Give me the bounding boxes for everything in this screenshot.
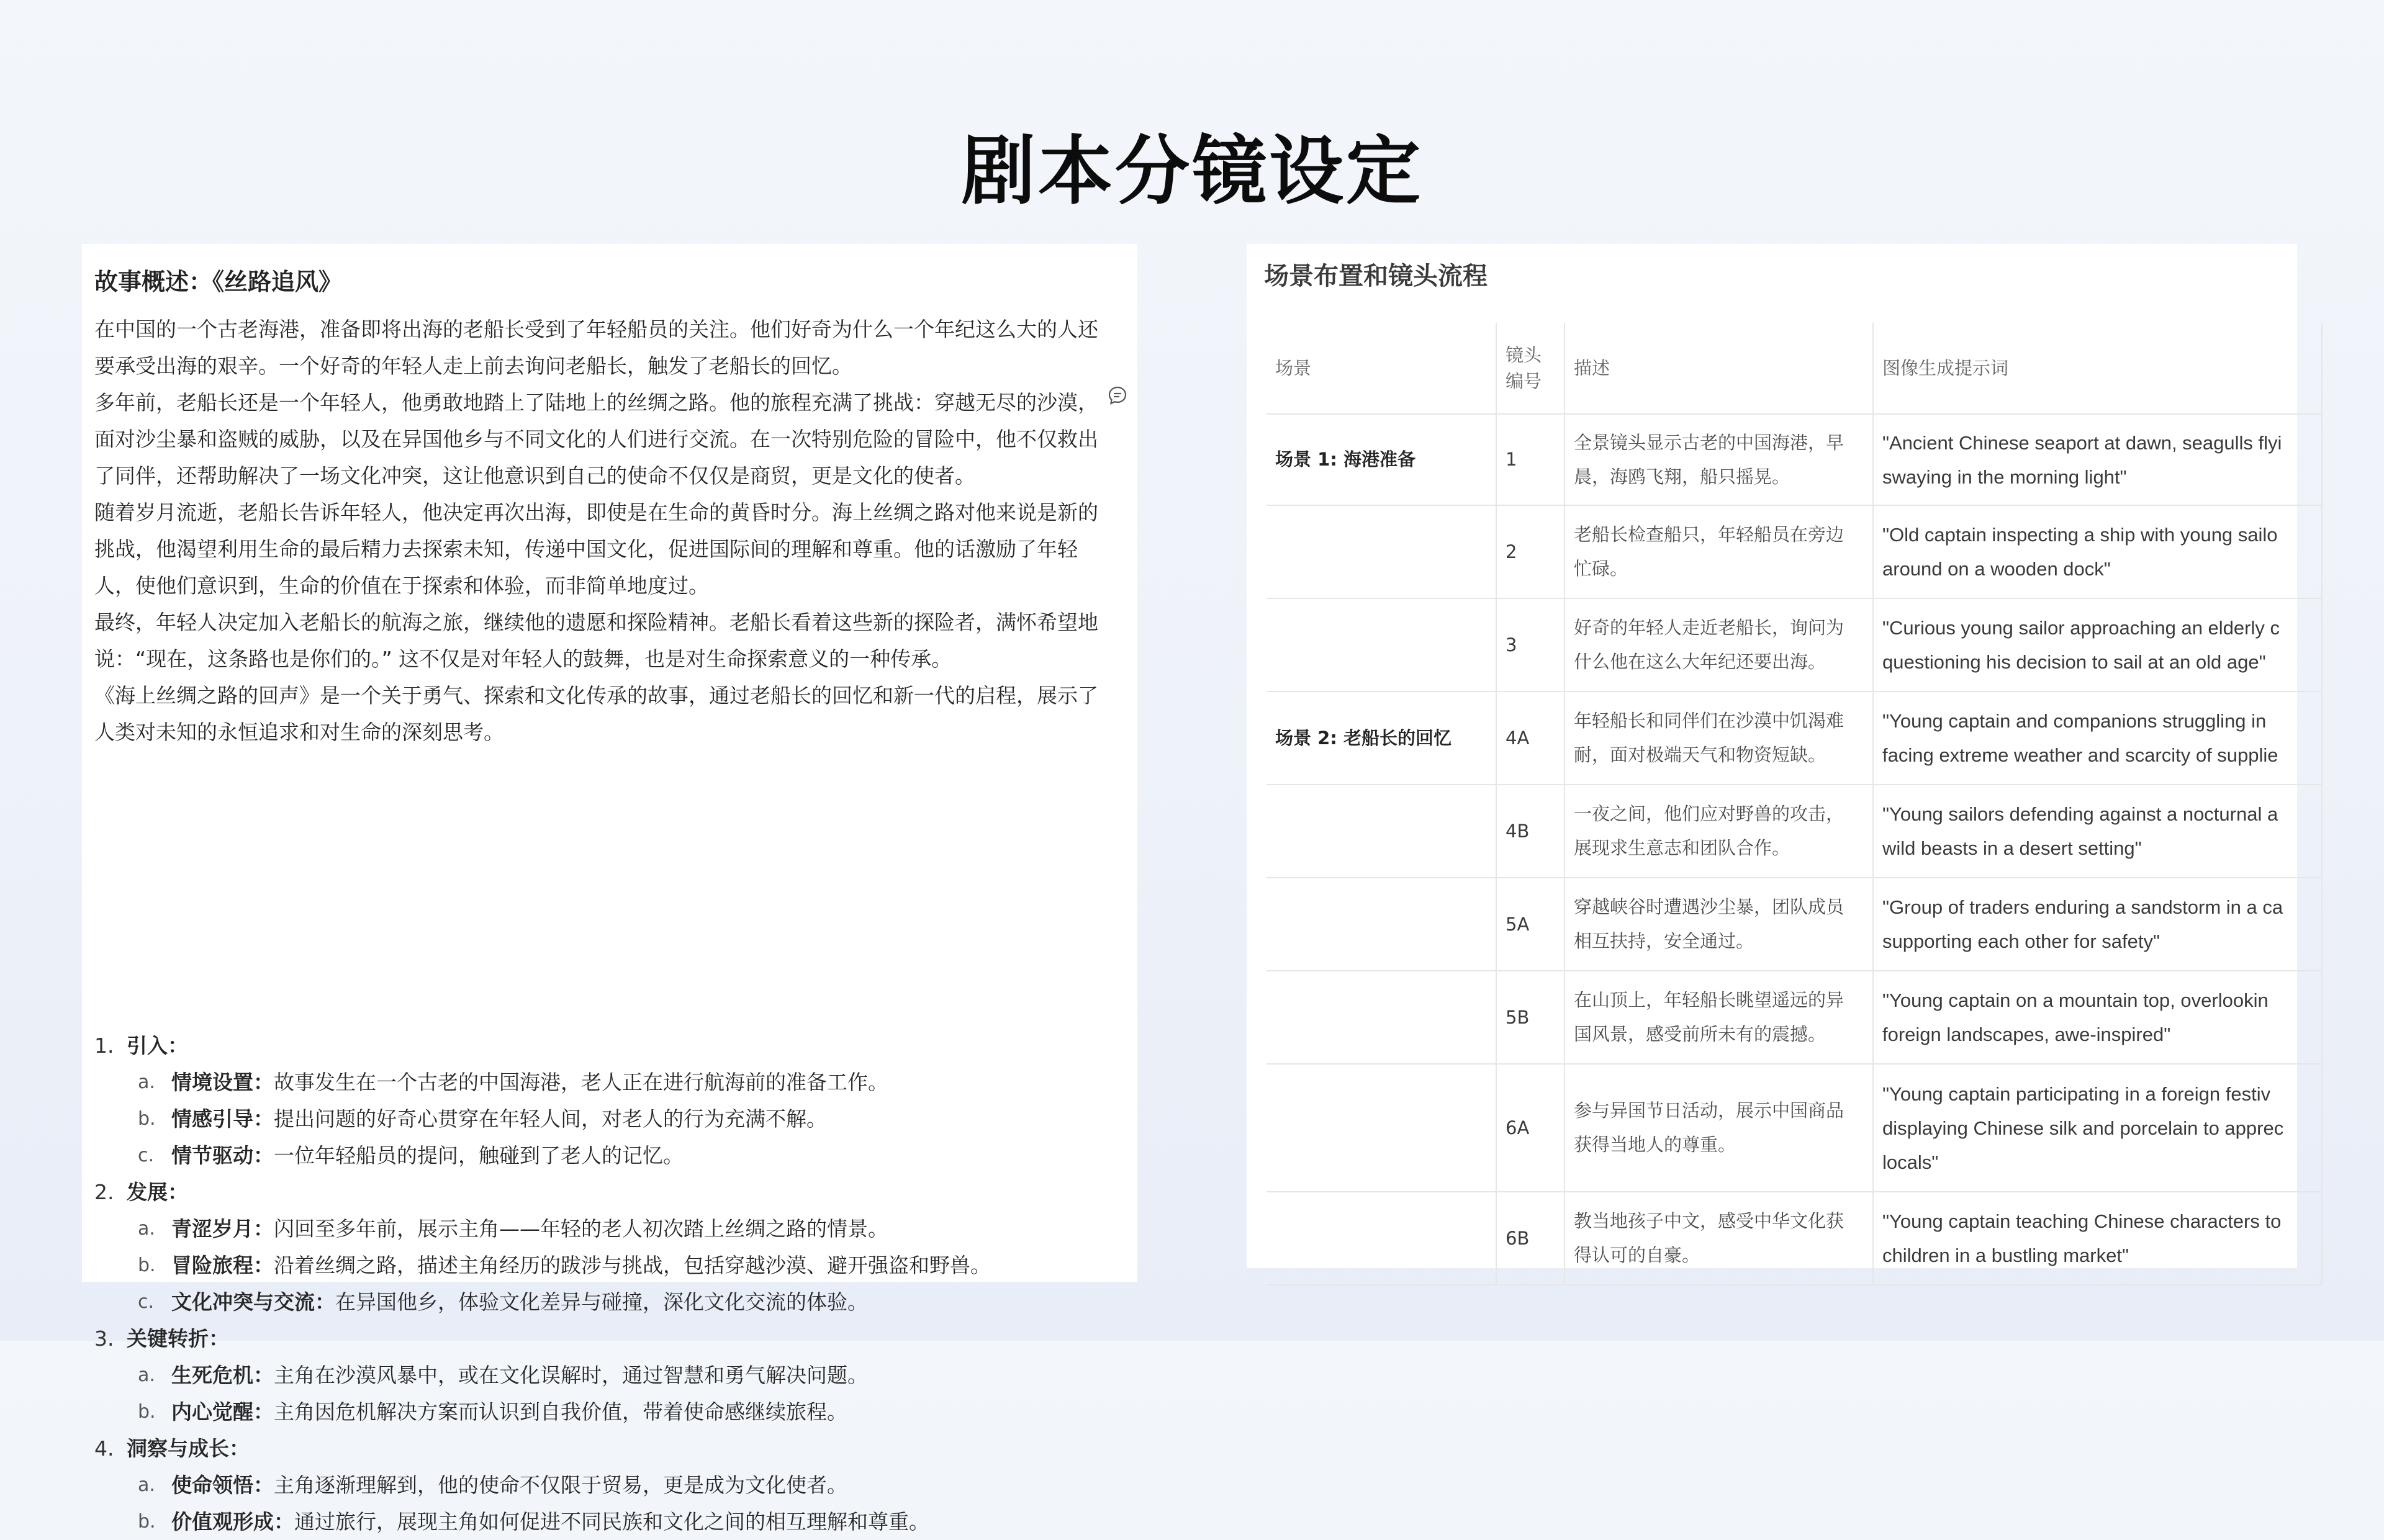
outline-item-letter: a. <box>138 1364 155 1386</box>
cell-description <box>1564 598 1873 691</box>
outline-item <box>94 1357 1113 1394</box>
cell-scene <box>1266 971 1496 1064</box>
cell-image-prompt <box>1873 971 2322 1064</box>
story-paragraph: 最终，年轻人决定加入老船长的航海之旅，继续他的遗愿和探险精神。老船长看着这些新的探险者，满怀希望地说：“现在，这条路也是你们的。” 这不仅是对年轻人的鼓舞，也是对生命探索意义的一种传承。 <box>94 610 1098 671</box>
cell-scene <box>1266 878 1496 971</box>
outline-section-number: 2. <box>94 1180 114 1204</box>
outline-item-letter: c. <box>138 1291 155 1313</box>
cell-image-prompt <box>1873 1192 2322 1285</box>
outline-item <box>94 1467 1113 1503</box>
prompt-line: "Young captain participating in a foreign festiv <box>1882 1083 2271 1105</box>
cell-image-prompt <box>1873 878 2322 971</box>
outline-item-key: 内心觉醒： <box>171 1400 274 1424</box>
description-line: 教当地孩子中文，感受中华文化获 <box>1574 1210 1844 1232</box>
outline-item-key: 文化冲突与交流： <box>171 1290 335 1314</box>
prompt-line: "Old captain inspecting a ship with young sailo <box>1882 524 2278 546</box>
outline-item-key: 生死危机： <box>171 1363 274 1387</box>
prompt-line: "Young captain on a mountain top, overlookin <box>1882 989 2269 1011</box>
outline-item-key: 情节驱动： <box>171 1143 274 1168</box>
prompt-line: children in a bustling market" <box>1882 1245 2129 1266</box>
description-line: 参与异国节日活动，展示中国商品 <box>1574 1100 1844 1121</box>
cell-shot-number: 4B <box>1496 785 1564 878</box>
description-line: 年轻船长和同伴们在沙漠中饥渴难 <box>1574 710 1844 731</box>
table-row <box>1266 971 2322 1064</box>
cell-description <box>1564 1192 1873 1285</box>
cell-image-prompt <box>1873 414 2322 505</box>
table-row <box>1266 1192 2322 1285</box>
table-header-row <box>1266 323 2322 414</box>
outline-item-text: 在异国他乡，体验文化差异与碰撞，深化文化交流的体验。 <box>335 1290 868 1314</box>
shot-list-panel <box>1247 244 2297 1268</box>
prompt-line: "Young sailors defending against a nocturnal a <box>1882 803 2278 825</box>
outline-item-text: 提出问题的好奇心贯穿在年轻人间，对老人的行为充满不解。 <box>274 1107 827 1131</box>
cell-image-prompt <box>1873 691 2322 785</box>
cell-description <box>1564 1064 1873 1192</box>
outline-section-title: 洞察与成长： <box>127 1436 250 1461</box>
prompt-line: facing extreme weather and scarcity of supplie <box>1882 744 2278 766</box>
story-paragraph: 在中国的一个古老海港，准备即将出海的老船长受到了年轻船员的关注。他们好奇为什么一个年纪这么大的人还要承受出海的艰辛。一个好奇的年轻人走上前去询问老船长，触发了老船长的回忆。 <box>94 317 1098 378</box>
shot-list-title: 场景布置和镜头流程 <box>1264 262 1488 290</box>
prompt-line: questioning his decision to sail at an old age" <box>1882 651 2266 673</box>
cell-image-prompt <box>1873 1064 2322 1192</box>
outline-item-letter: a. <box>138 1474 155 1496</box>
prompt-line: around on a wooden dock" <box>1882 558 2111 580</box>
cell-description <box>1564 971 1873 1064</box>
description-line: 得认可的自豪。 <box>1574 1245 1700 1266</box>
prompt-line: wild beasts in a desert setting" <box>1882 837 2142 859</box>
outline-item-text: 一位年轻船员的提问，触碰到了老人的记忆。 <box>274 1143 684 1168</box>
table-row <box>1266 785 2322 878</box>
story-paragraph: 《海上丝绸之路的回声》是一个关于勇气、探索和文化传承的故事，通过老船长的回忆和新一代的启程，展示了人类对未知的永恒追求和对生命的深刻思考。 <box>94 683 1098 744</box>
outline-item-key: 使命领悟： <box>171 1473 274 1497</box>
outline-item-key: 情感引导： <box>171 1107 274 1131</box>
story-body <box>94 311 1100 750</box>
outline-section <box>94 1320 1113 1357</box>
outline-item-text: 闪回至多年前，展示主角——年轻的老人初次踏上丝绸之路的情景。 <box>274 1217 888 1241</box>
cell-scene <box>1266 505 1496 598</box>
story-paragraph: 多年前，老船长还是一个年轻人，他勇敢地踏上了陆地上的丝绸之路。他的旅程充满了挑战：穿越无尽的沙漠，面对沙尘暴和盗贼的威胁，以及在异国他乡与不同文化的人们进行交流。在一次特别危险的冒险中，他不仅救出了同伴，还帮助解决了一场文化冲突，这让他意识到自己的使命不仅仅是商贸，更是文化的使者。 <box>94 390 1098 488</box>
outline-section <box>94 1430 1113 1467</box>
outline-section-title: 引入： <box>127 1033 188 1058</box>
column-header-description: 描述 <box>1564 323 1873 414</box>
shot-table-container[interactable] <box>1266 323 2297 1272</box>
cell-shot-number: 1 <box>1496 414 1564 505</box>
prompt-line: "Young captain and companions struggling in <box>1882 710 2267 732</box>
cell-shot-number: 3 <box>1496 598 1564 691</box>
outline-item-letter: a. <box>138 1218 155 1240</box>
cell-description <box>1564 691 1873 785</box>
outline-item <box>94 1137 1113 1174</box>
table-row <box>1266 414 2322 505</box>
cell-shot-number: 5B <box>1496 971 1564 1064</box>
description-line: 什么他在这么大年纪还要出海。 <box>1574 651 1826 672</box>
cell-image-prompt <box>1873 505 2322 598</box>
prompt-line: "Group of traders enduring a sandstorm in a ca <box>1882 896 2283 918</box>
cell-scene: 场景 2: 老船长的回忆 <box>1266 691 1496 785</box>
column-header-shot: 镜头编号 <box>1496 323 1564 414</box>
prompt-line: swaying in the morning light" <box>1882 466 2127 488</box>
cell-scene <box>1266 598 1496 691</box>
outline-item-letter: b. <box>138 1108 156 1130</box>
prompt-line: "Curious young sailor approaching an elderly c <box>1882 617 2280 639</box>
outline-item-text: 主角因危机解决方案而认识到自我价值，带着使命感继续旅程。 <box>274 1400 847 1424</box>
cell-shot-number: 4A <box>1496 691 1564 785</box>
description-line: 一夜之间，他们应对野兽的攻击， <box>1574 803 1844 824</box>
table-row <box>1266 598 2322 691</box>
outline-item <box>94 1064 1113 1101</box>
description-line: 国风景，感受前所未有的震撼。 <box>1574 1024 1826 1045</box>
cell-scene: 场景 1: 海港准备 <box>1266 414 1496 505</box>
outline-item <box>94 1284 1113 1320</box>
prompt-line: locals" <box>1882 1151 1939 1173</box>
outline-item-letter: a. <box>138 1071 155 1093</box>
cell-scene <box>1266 1064 1496 1192</box>
description-line: 穿越峡谷时遭遇沙尘暴，团队成员 <box>1574 896 1844 917</box>
description-line: 好奇的年轻人走近老船长，询问为 <box>1574 617 1844 638</box>
table-row <box>1266 1064 2322 1192</box>
description-line: 相互扶持，安全通过。 <box>1574 930 1754 952</box>
story-panel <box>82 244 1137 1534</box>
table-row <box>1266 691 2322 785</box>
outline-item <box>94 1101 1113 1137</box>
description-line: 老船长检查船只，年轻船员在旁边 <box>1574 524 1844 545</box>
outline-item <box>94 1210 1113 1247</box>
story-paragraph: 随着岁月流逝，老船长告诉年轻人，他决定再次出海，即使是在生命的黄昏时分。海上丝绸之路对他来说是新的挑战，他渴望利用生命的最后精力去探索未知，传递中国文化，促进国际间的理解和尊重。他的话激励了年轻人，使他们意识到，生命的价值在于探索和体验，而非简单地度过。 <box>94 500 1098 598</box>
cell-scene <box>1266 1192 1496 1285</box>
cell-shot-number: 6B <box>1496 1192 1564 1285</box>
cell-scene <box>1266 785 1496 878</box>
prompt-line: "Ancient Chinese seaport at dawn, seagulls flyi <box>1882 431 2282 454</box>
outline-section <box>94 1027 1113 1064</box>
prompt-line: "Young captain teaching Chinese characters to <box>1882 1210 2282 1232</box>
cell-image-prompt <box>1873 785 2322 878</box>
outline-item-key: 冒险旅程： <box>171 1253 274 1277</box>
outline-section <box>94 1174 1113 1210</box>
outline-item-letter: b. <box>138 1401 156 1423</box>
outline-item-key: 青涩岁月： <box>171 1217 274 1241</box>
table-row <box>1266 505 2322 598</box>
cell-shot-number: 6A <box>1496 1064 1564 1192</box>
outline-item-key: 情境设置： <box>171 1070 274 1094</box>
story-title: 故事概述：《丝路追风》 <box>94 268 343 295</box>
description-line: 耐，面对极端天气和物资短缺。 <box>1574 744 1826 765</box>
page-title: 剧本分镜设定 <box>961 128 1423 215</box>
description-line: 晨，海鸥飞翔，船只摇晃。 <box>1574 466 1790 487</box>
outline-item-letter: c. <box>138 1145 155 1166</box>
prompt-line: supporting each other for safety" <box>1882 930 2160 952</box>
column-header-scene: 场景 <box>1266 323 1496 414</box>
story-outline <box>94 1027 1113 1540</box>
shot-table <box>1266 323 2323 1286</box>
outline-section-title: 发展： <box>127 1180 188 1204</box>
outline-item-key: 价值观形成： <box>171 1510 294 1534</box>
prompt-line: displaying Chinese silk and porcelain to apprec <box>1882 1117 2284 1139</box>
cell-shot-number: 5A <box>1496 878 1564 971</box>
description-line: 全景镜头显示古老的中国海港，早 <box>1574 431 1844 453</box>
outline-item-letter: b. <box>138 1511 156 1533</box>
outline-item-letter: b. <box>138 1254 156 1276</box>
cell-description <box>1564 505 1873 598</box>
outline-item-text: 主角逐渐理解到，他的使命不仅限于贸易，更是成为文化使者。 <box>274 1473 847 1497</box>
outline-item-text: 主角在沙漠风暴中，或在文化误解时，通过智慧和勇气解决问题。 <box>274 1363 868 1387</box>
outline-item-text: 故事发生在一个古老的中国海港，老人正在进行航海前的准备工作。 <box>274 1070 888 1094</box>
description-line: 获得当地人的尊重。 <box>1574 1134 1736 1155</box>
outline-item-text: 沿着丝绸之路，描述主角经历的跋涉与挑战，包括穿越沙漠、避开强盗和野兽。 <box>274 1253 991 1277</box>
cell-description <box>1564 878 1873 971</box>
cell-description <box>1564 785 1873 878</box>
cell-shot-number: 2 <box>1496 505 1564 598</box>
table-row <box>1266 878 2322 971</box>
outline-section-title: 关键转折： <box>127 1326 229 1351</box>
prompt-line: foreign landscapes, awe-inspired" <box>1882 1024 2171 1045</box>
outline-section-number: 3. <box>94 1326 114 1351</box>
outline-section-number: 1. <box>94 1033 114 1058</box>
cell-description <box>1564 414 1873 505</box>
description-line: 展现求生意志和团队合作。 <box>1574 837 1790 858</box>
cell-image-prompt <box>1873 598 2322 691</box>
outline-item <box>94 1503 1113 1540</box>
comment-icon[interactable] <box>1108 385 1127 405</box>
outline-item <box>94 1247 1113 1284</box>
outline-item-text: 通过旅行，展现主角如何促进不同民族和文化之间的相互理解和尊重。 <box>294 1510 929 1534</box>
outline-section-number: 4. <box>94 1436 114 1461</box>
description-line: 忙碌。 <box>1574 558 1628 579</box>
description-line: 在山顶上，年轻船长眺望遥远的异 <box>1574 989 1844 1011</box>
outline-item <box>94 1394 1113 1430</box>
column-header-prompt: 图像生成提示词 <box>1873 323 2322 414</box>
